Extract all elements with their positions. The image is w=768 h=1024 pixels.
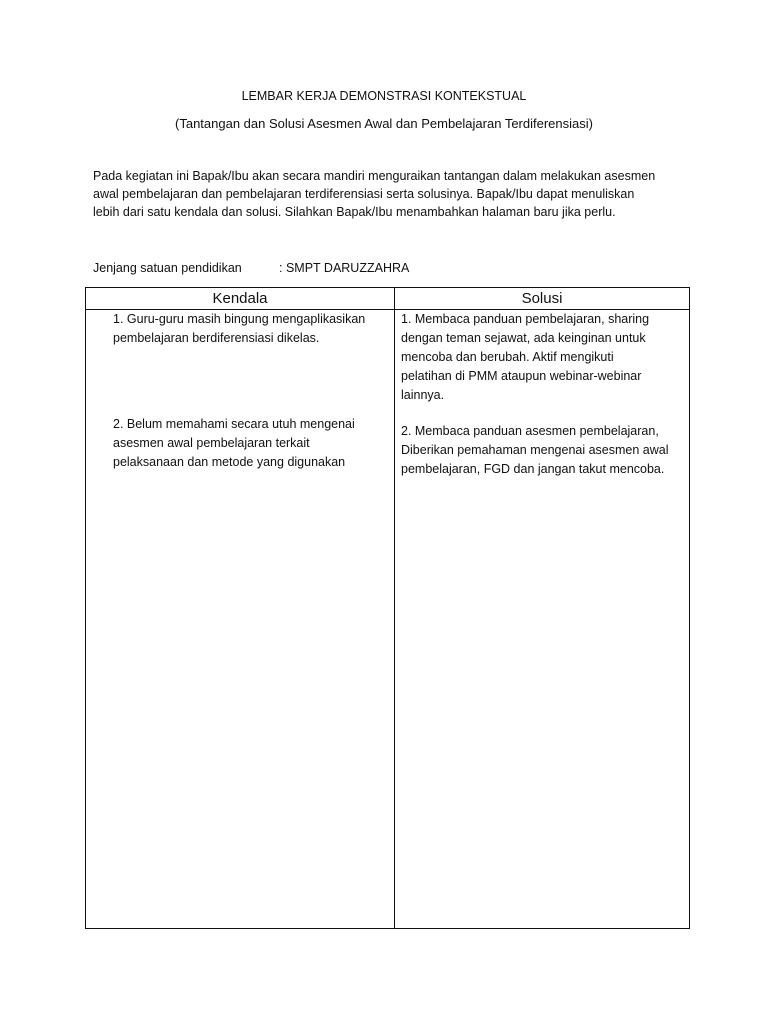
document-subtitle: (Tantangan dan Solusi Asesmen Awal dan Pembelajaran Terdiferensiasi) bbox=[175, 116, 593, 131]
solusi-line: pelatihan di PMM ataupun webinar-webinar bbox=[401, 369, 642, 383]
solusi-line: Diberikan pemahaman mengenai asesmen awal bbox=[401, 443, 669, 457]
kendala-line: pembelajaran berdiferensiasi dikelas. bbox=[113, 331, 320, 345]
kendala-line: 2. Belum memahami secara utuh mengenai bbox=[113, 417, 355, 431]
solusi-line: pembelajaran, FGD dan jangan takut mencoba. bbox=[401, 462, 665, 476]
solusi-line: mencoba dan berubah. Aktif mengikuti bbox=[401, 350, 614, 364]
solusi-line: lainnya. bbox=[401, 388, 445, 402]
solusi-line: 2. Membaca panduan asesmen pembelajaran, bbox=[401, 424, 659, 438]
solusi-line: dengan teman sejawat, ada keinginan untuk bbox=[401, 331, 646, 345]
jenjang-value: : SMPT DARUZZAHRA bbox=[279, 261, 410, 275]
document-title: LEMBAR KERJA DEMONSTRASI KONTEKSTUAL bbox=[241, 89, 527, 103]
kendala-item bbox=[113, 415, 355, 472]
kendala-item bbox=[113, 310, 365, 348]
kendala-line: asesmen awal pembelajaran terkait bbox=[113, 436, 310, 450]
kendala-line: pelaksanaan dan metode yang digunakan bbox=[113, 455, 346, 469]
intro-line: awal pembelajaran dan pembelajaran terdiferensiasi serta solusinya. Bapak/Ibu dapat menuliskan bbox=[93, 187, 635, 201]
kendala-line: 1. Guru-guru masih bingung mengaplikasikan bbox=[113, 312, 366, 326]
intro-line: Pada kegiatan ini Bapak/Ibu akan secara mandiri menguraikan tantangan dalam melakukan asesmen bbox=[93, 169, 656, 183]
solusi-item bbox=[401, 422, 669, 479]
intro-line: lebih dari satu kendala dan solusi. Silahkan Bapak/Ibu menambahkan halaman baru jika perlu. bbox=[93, 205, 616, 219]
column-divider bbox=[394, 288, 395, 928]
jenjang-row bbox=[93, 261, 409, 275]
jenjang-label: Jenjang satuan pendidikan bbox=[93, 261, 242, 275]
table-header-row bbox=[86, 288, 689, 310]
intro-paragraph bbox=[93, 167, 683, 221]
header-solusi: Solusi bbox=[521, 290, 563, 307]
solusi-item bbox=[401, 310, 649, 405]
kendala-solusi-table bbox=[85, 287, 690, 929]
solusi-line: 1. Membaca panduan pembelajaran, sharing bbox=[401, 312, 650, 326]
header-kendala: Kendala bbox=[212, 290, 268, 307]
